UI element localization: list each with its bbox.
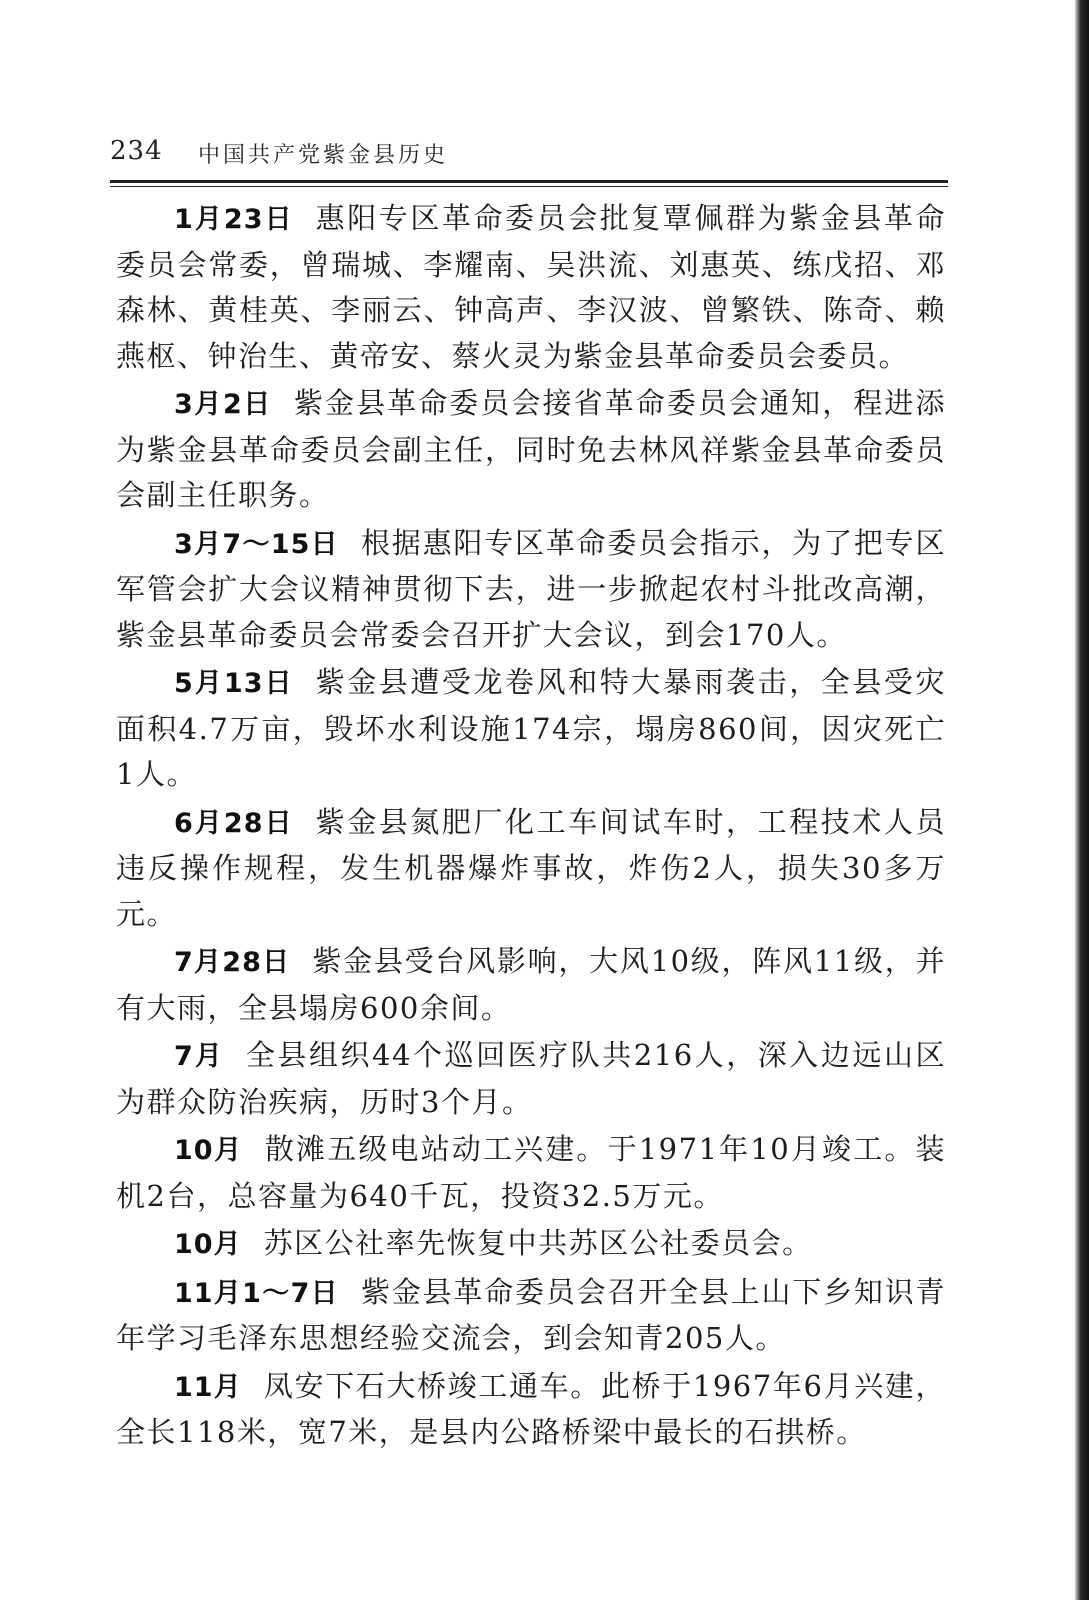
chronicle-entry	[116, 1270, 946, 1362]
entry-date: 1月23日	[174, 204, 294, 235]
chronicle-entry	[116, 800, 946, 938]
page-header	[110, 132, 950, 172]
entry-date: 6月28日	[174, 807, 294, 839]
page-edge-shadow	[1075, 0, 1089, 1600]
chronicle-entry	[116, 660, 946, 798]
chronicle-entry	[116, 1033, 946, 1125]
entry-text: 惠阳专区革命委员会批复覃佩群为紫金县革命委员会常委，曾瑞城、李耀南、吴洪流、刘惠英、练戊招、邓森林、黄桂英、李丽云、钟高声、李汉波、曾繁铁、陈奇、赖燕枢、钟治生、黄帝安、蔡火灵为紫金县革命委员会委员。	[116, 201, 946, 373]
entry-text: 紫金县革命委员会召开全县上山下乡知识青年学习毛泽东思想经验交流会，到会知青205人。	[116, 1274, 946, 1355]
entry-date: 7月	[174, 1041, 224, 1072]
page-body	[116, 196, 946, 1458]
entry-text: 紫金县受台风影响，大风10级，阵风11级，并有大雨，全县塌房600余间。	[116, 944, 946, 1025]
chronicle-entry	[116, 939, 946, 1031]
running-title: 中国共产党紫金县历史	[198, 143, 449, 168]
entry-date: 11月	[174, 1371, 242, 1403]
entry-text: 紫金县遭受龙卷风和特大暴雨袭击，全县受灾面积4.7万亩，毁坏水利设施174宗，塌房860间，因灾死亡1人。	[116, 665, 946, 791]
chronicle-entry	[116, 381, 946, 519]
entry-date: 10月	[174, 1135, 243, 1166]
entry-text: 苏区公社率先恢复中共苏区公社委员会。	[263, 1226, 813, 1260]
entry-text: 紫金县氮肥厂化工车间试车时，工程技术人员违反操作规程，发生机器爆炸事故，炸伤2人，损失30多万元。	[116, 804, 946, 931]
chronicle-entry	[116, 521, 946, 659]
chronicle-entry	[116, 1221, 946, 1268]
entry-date: 3月2日	[174, 389, 272, 420]
entry-date: 11月1～7日	[174, 1277, 339, 1309]
chronicle-entry	[116, 196, 946, 379]
entry-text: 紫金县革命委员会接省革命委员会通知，程进添为紫金县革命委员会副主任，同时免去林风祥紫金县革命委员会副主任职务。	[116, 386, 946, 512]
entry-text: 凤安下石大桥竣工通车。此桥于1967年6月兴建，全长118米，宽7米，是县内公路桥梁中最长的石拱桥。	[116, 1368, 946, 1449]
entry-text: 散滩五级电站动工兴建。于1971年10月竣工。装机2台，总容量为640千瓦，投资32.5万元。	[116, 1132, 946, 1213]
entry-date: 7月28日	[174, 947, 291, 978]
entry-text: 根据惠阳专区革命委员会指示，为了把专区军管会扩大会议精神贯彻下去，进一步掀起农村斗批改高潮，紫金县革命委员会常委会召开扩大会议，到会170人。	[116, 525, 946, 652]
page-number: 234	[110, 136, 163, 166]
entry-date: 3月7～15日	[174, 528, 339, 560]
entry-date: 10月	[174, 1229, 242, 1260]
entry-text: 全县组织44个巡回医疗队共216人，深入边远山区为群众防治疾病，历时3个月。	[116, 1038, 946, 1119]
chronicle-entry	[116, 1127, 946, 1219]
header-rule-thin	[110, 186, 948, 187]
entry-date: 5月13日	[174, 668, 294, 699]
header-rule-thick	[110, 180, 948, 183]
chronicle-entry	[116, 1364, 946, 1456]
